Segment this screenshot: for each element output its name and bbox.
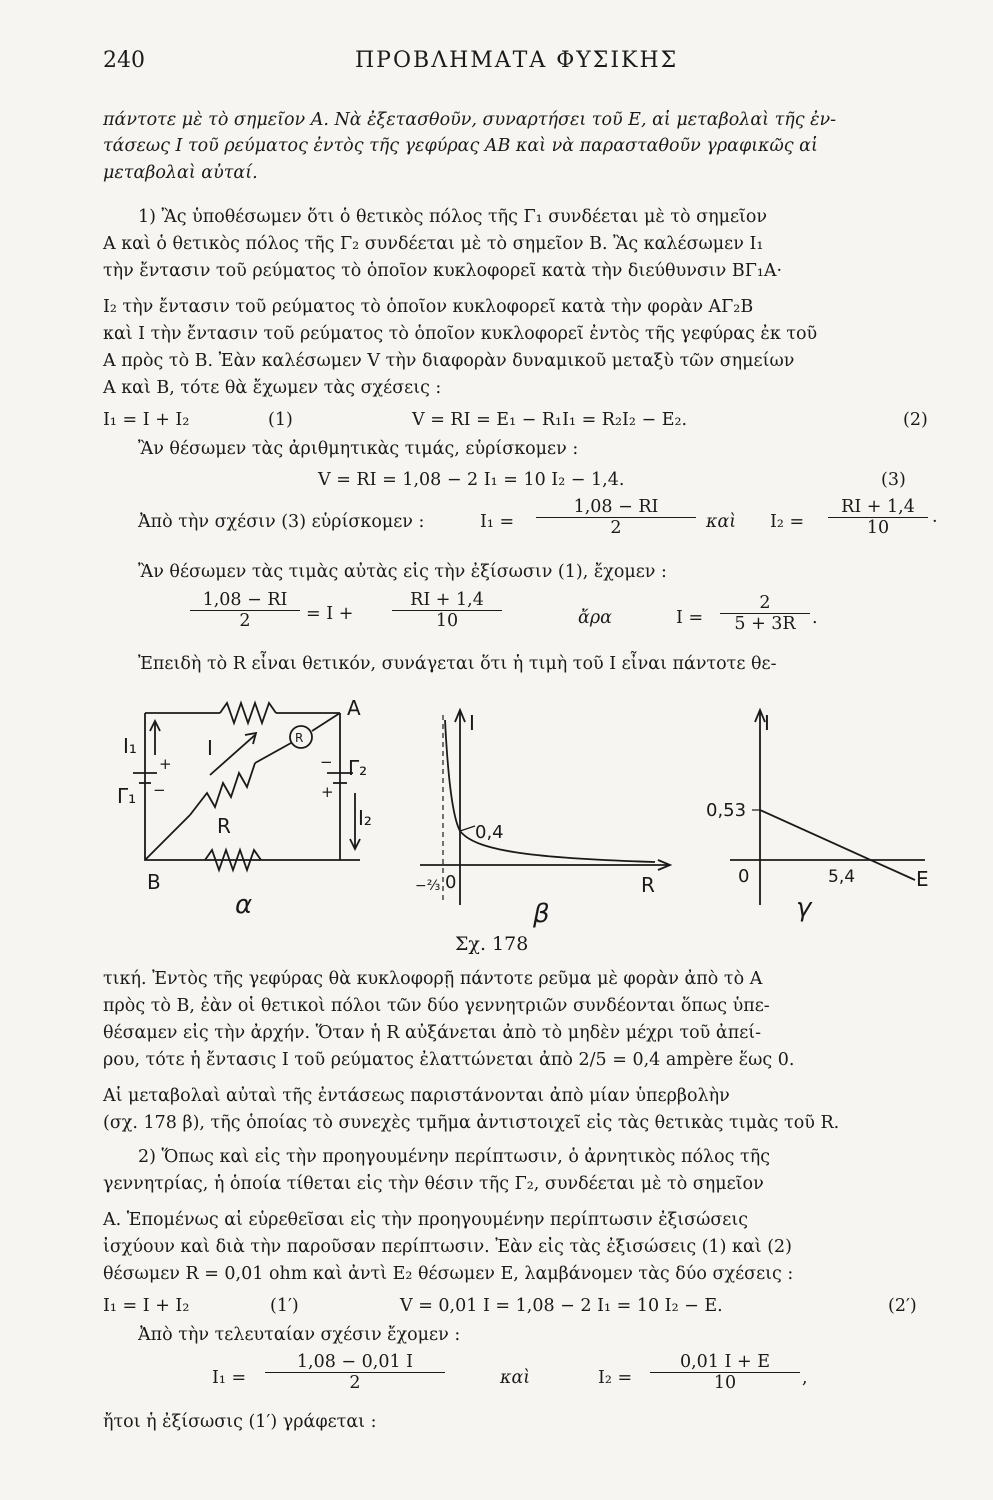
root-label: 5,4 [828, 867, 856, 887]
equation-lhs: I₂ = [598, 1368, 633, 1388]
arrow [210, 735, 255, 775]
label-ammeter: R [295, 731, 304, 745]
label-G1: Γ₁ [117, 784, 137, 808]
text-line: ἄρα [578, 608, 612, 628]
equation-number: (1′) [270, 1296, 299, 1316]
label-I: I [207, 736, 213, 760]
equation-lhs: I₁ = [212, 1368, 247, 1388]
fraction-denominator: 2 [610, 518, 622, 538]
text-line: Ἀπὸ τὴν σχέσιν (3) εὑρίσκομεν : [138, 512, 425, 532]
figure-linear [700, 700, 945, 930]
value-label: 0,4 [475, 822, 504, 843]
text-line: Ἂν θέσωμεν τὰς τιμὰς αὐτὰς εἰς τὴν ἐξίσωσιν (1), ἔχομεν : [138, 562, 667, 582]
text-line: (σχ. 178 β), τῆς ὁποίας τὸ συνεχὲς τμῆμα ἀντιστοιχεῖ εἰς τὰς θετικὰς τιμὰς τοῦ R. [103, 1113, 840, 1133]
text-line: Α. Ἑπομένως αἱ εὑρεθεῖσαι εἰς τὴν προηγουμένην περίπτωσιν ἐξισώσεις [103, 1210, 749, 1230]
label-plus: + [321, 783, 334, 801]
text-line: Α καὶ Β, τότε θὰ ἔχωμεν τὰς σχέσεις : [103, 378, 442, 398]
figure-circuit [115, 695, 400, 920]
label-G2: Γ₂ [348, 756, 368, 780]
equation-2: V = RI = E₁ − R₁I₁ = R₂I₂ − E₂. [412, 410, 688, 430]
text-line: πάντοτε μὲ τὸ σημεῖον Α. Νὰ ἐξετασθοῦν, συναρτήσει τοῦ Ε, αἱ μεταβολαὶ τῆς ἐν- [103, 110, 837, 130]
label-B: B [147, 870, 161, 894]
punctuation: , [802, 1368, 808, 1388]
axis-label: E [916, 867, 929, 891]
fraction [720, 593, 810, 634]
page-number: 240 [103, 48, 145, 73]
fraction-denominator: 5 + 3R [734, 614, 796, 634]
text-line: τική. Ἐντὸς τῆς γεφύρας θὰ κυκλοφορῇ πάντοτε ρεῦμα μὲ φορὰν ἀπὸ τὸ Α [103, 969, 763, 989]
running-title: ΠΡΟΒΛΗΜΑΤΑ ΦΥΣΙΚΗΣ [355, 48, 679, 73]
label-A: A [347, 696, 361, 720]
text-line: καὶ [500, 1368, 531, 1388]
fraction-numerator: 1,08 − RI [536, 497, 696, 518]
text-line: 1) Ἂς ὑποθέσωμεν ὅτι ὁ θετικὸς πόλος τῆς Γ₁ συνδέεται μὲ τὸ σημεῖον [138, 207, 768, 227]
text-line: Ἀπὸ τὴν τελευταίαν σχέσιν ἔχομεν : [138, 1325, 461, 1345]
equation-number: (3) [881, 470, 906, 490]
figure-label: γ [796, 893, 812, 923]
wire [312, 713, 340, 731]
text-line: καὶ Ι τὴν ἔντασιν τοῦ ρεύματος τὸ ὁποῖον κυκλοφορεῖ ἐντὸς τῆς γεφύρας ἐκ τοῦ [103, 324, 818, 344]
figure-hyperbola [415, 700, 685, 930]
equation-2p: V = 0,01 I = 1,08 − 2 I₁ = 10 I₂ − E. [400, 1296, 723, 1316]
asymptote-label: −⅔ [415, 878, 441, 894]
fraction [828, 497, 928, 538]
tick-leader [460, 826, 475, 831]
fraction-numerator: 0,01 I + E [650, 1352, 800, 1373]
text-line: Α πρὸς τὸ Β. Ἐὰν καλέσωμεν V τὴν διαφορὰν δυναμικοῦ μεταξὺ τῶν σημείων [103, 351, 795, 371]
text-line: γεννητρίας, ἡ ὁποία τίθεται εἰς τὴν θέσιν τῆς Γ₂, συνδέεται μὲ τὸ σημεῖον [103, 1174, 764, 1194]
fraction-numerator: 1,08 − 0,01 I [265, 1352, 445, 1373]
figure-caption: Σχ. 178 [455, 933, 529, 955]
fraction [650, 1352, 800, 1393]
axis-label: I [469, 711, 475, 735]
fraction-denominator: 2 [239, 611, 251, 631]
equation-number: (2′) [888, 1296, 917, 1316]
equation-1: Ι₁ = Ι + Ι₂ [103, 410, 190, 430]
text-line: πρὸς τὸ Β, ἐὰν οἱ θετικοὶ πόλοι τῶν δύο γεννητριῶν συνδέονται ὅπως ὑπε- [103, 996, 770, 1016]
text-line: μεταβολαὶ αὐταί. [103, 163, 258, 183]
fraction [536, 497, 696, 538]
label-plus: + [159, 755, 172, 773]
punctuation: . [812, 608, 818, 628]
fraction-denominator: 10 [866, 518, 890, 538]
equation-part: = I + [306, 604, 354, 624]
equation-3: V = RI = 1,08 − 2 I₁ = 10 I₂ − 1,4. [318, 470, 625, 490]
text-line: Ι₂ τὴν ἔντασιν τοῦ ρεύματος τὸ ὁποῖον κυκλοφορεῖ κατὰ τὴν φορὰν ΑΓ₂Β [103, 297, 754, 317]
text-line: ρου, τότε ἡ ἔντασις I τοῦ ρεύματος ἐλαττώνεται ἀπὸ 2/5 = 0,4 ampère ἕως 0. [103, 1050, 795, 1070]
fraction-numerator: RI + 1,4 [828, 497, 928, 518]
text-line: Αἱ μεταβολαὶ αὐταὶ τῆς ἐντάσεως παριστάνονται ἀπὸ μίαν ὑπερβολὴν [103, 1086, 730, 1106]
equation-1p: I₁ = I + I₂ [103, 1296, 190, 1316]
text-line: τάσεως Ι τοῦ ρεύματος ἐντὸς τῆς γεφύρας ΑΒ καὶ νὰ παρασταθοῦν γραφικῶς αἱ [103, 136, 818, 156]
text-line: θέσωμεν R = 0,01 ohm καὶ ἀντὶ E₂ θέσωμεν E, λαμβάνομεν τὰς δύο σχέσεις : [103, 1264, 794, 1284]
punctuation: · [932, 512, 938, 532]
label-I1: I₁ [123, 734, 137, 758]
resistor-top [220, 703, 276, 723]
fraction [392, 590, 502, 631]
equation-number: (2) [903, 410, 928, 430]
fraction-numerator: 2 [720, 593, 810, 614]
text-line: Ἐπειδὴ τὸ R εἶναι θετικόν, συνάγεται ὅτι ἡ τιμὴ τοῦ I εἶναι πάντοτε θε- [138, 654, 777, 674]
text-line: τὴν ἔντασιν τοῦ ρεύματος τὸ ὁποῖον κυκλοφορεῖ κατὰ τὴν διεύθυνσιν ΒΓ₁Α· [103, 261, 783, 281]
equation-lhs: I₂ = [770, 512, 805, 532]
origin-label: 0 [738, 866, 750, 887]
label-minus: − [153, 781, 166, 799]
text-line: καὶ [706, 512, 737, 532]
label-R: R [217, 814, 231, 838]
resistor-bridge [190, 763, 255, 815]
equation-lhs: I₁ = [480, 512, 515, 532]
value-label: 0,53 [706, 800, 747, 821]
text-line: ἤτοι ἡ ἐξίσωσις (1′) γράφεται : [103, 1412, 377, 1432]
text-line: Α καὶ ὁ θετικὸς πόλος τῆς Γ₂ συνδέεται μὲ τὸ σημεῖον Β. Ἂς καλέσωμεν Ι₁ [103, 234, 764, 254]
fraction [265, 1352, 445, 1393]
text-line: Ἂν θέσωμεν τὰς ἀριθμητικὰς τιμάς, εὑρίσκομεν : [138, 439, 579, 459]
equation-lhs: I = [676, 608, 704, 628]
wire [255, 743, 291, 763]
axis-label: R [641, 873, 655, 897]
wire [145, 815, 190, 860]
figure-label: β [533, 899, 550, 929]
text-line: ἰσχύουν καὶ διὰ τὴν παροῦσαν περίπτωσιν. Ἐὰν εἰς τὰς ἐξισώσεις (1) καὶ (2) [103, 1237, 793, 1257]
fraction-numerator: 1,08 − RI [190, 590, 300, 611]
fraction-denominator: 10 [435, 611, 459, 631]
text-line: 2) Ὅπως καὶ εἰς τὴν προηγουμένην περίπτωσιν, ὁ ἀρνητικὸς πόλος τῆς [138, 1147, 771, 1167]
text-line: θέσαμεν εἰς τὴν ἀρχήν. Ὅταν ἡ R αὐξάνεται ἀπὸ τὸ μηδὲν μέχρι τοῦ ἀπεί- [103, 1023, 762, 1043]
equation-number: (1) [268, 410, 293, 430]
fraction [190, 590, 300, 631]
origin-label: 0 [445, 872, 457, 893]
fraction-denominator: 2 [349, 1373, 361, 1393]
fraction-denominator: 10 [713, 1373, 737, 1393]
label-minus: − [320, 753, 333, 771]
label-I2: I₂ [358, 806, 372, 830]
figure-label: α [235, 890, 253, 920]
axis-label: I [764, 711, 770, 735]
fraction-numerator: RI + 1,4 [392, 590, 502, 611]
